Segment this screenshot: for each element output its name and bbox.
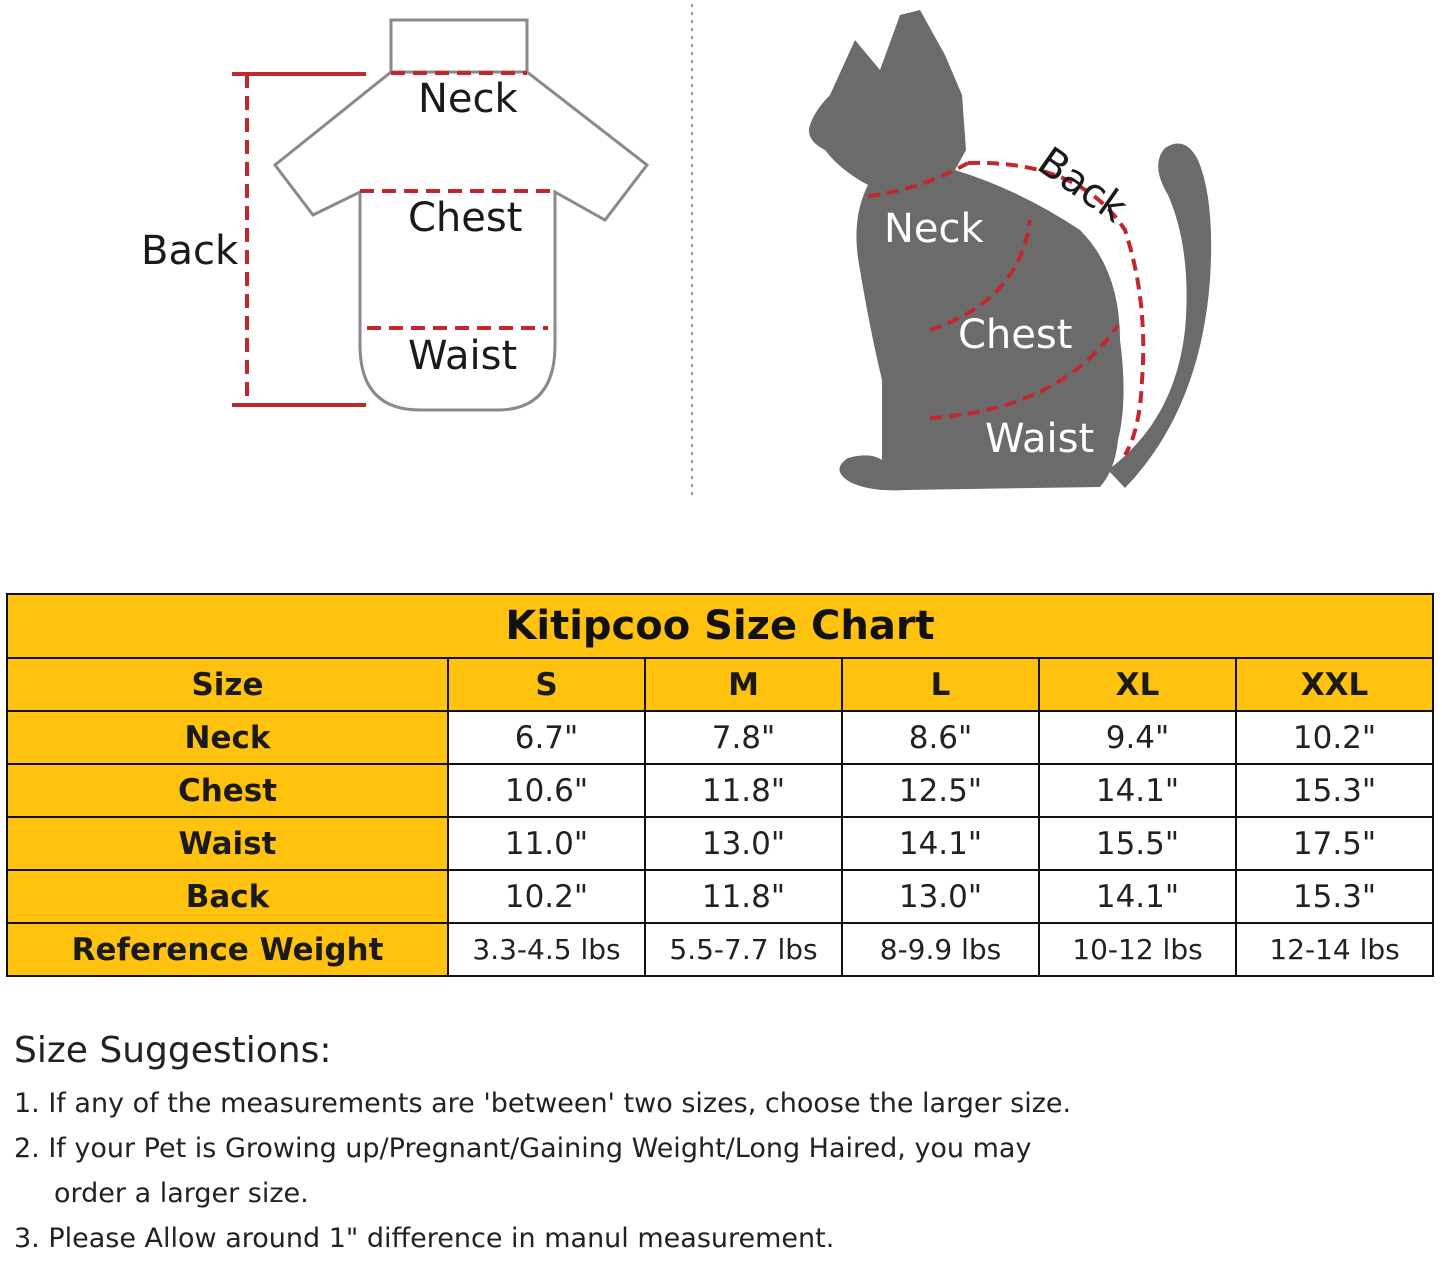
- suggestion-2-continued: order a larger size.: [54, 1178, 309, 1209]
- table-row-waist: [7, 817, 1433, 870]
- table-cell: 17.5": [1236, 817, 1433, 870]
- size-suggestions: [14, 1030, 1414, 1261]
- table-title: Kitipcoo Size Chart: [7, 594, 1433, 658]
- header-size: Size: [7, 658, 448, 711]
- table-cell: 11.8": [645, 764, 842, 817]
- table-cell: 3.3-4.5 lbs: [448, 923, 645, 976]
- table-cell: 12.5": [842, 764, 1039, 817]
- shirt-neck-label: Neck: [418, 76, 518, 122]
- table-cell: 8-9.9 lbs: [842, 923, 1039, 976]
- table-cell: 7.8": [645, 711, 842, 764]
- table-cell: 6.7": [448, 711, 645, 764]
- table-row-weight: [7, 923, 1433, 976]
- shirt-collar: [391, 20, 527, 72]
- table-cell: 15.5": [1039, 817, 1236, 870]
- suggestion-3: 3. Please Allow around 1" difference in manul measurement.: [14, 1223, 835, 1254]
- suggestion-1: 1. If any of the measurements are 'between' two sizes, choose the larger size.: [14, 1088, 1072, 1119]
- table-cell: 14.1": [1039, 764, 1236, 817]
- suggestions-title: Size Suggestions:: [14, 1030, 332, 1071]
- row-label: Chest: [7, 764, 448, 817]
- cat-chest-label: Chest: [958, 312, 1073, 358]
- diagram-svg: [0, 0, 1442, 500]
- shirt-chest-label: Chest: [408, 195, 523, 241]
- suggestion-2: 2. If your Pet is Growing up/Pregnant/Gaining Weight/Long Haired, you may: [14, 1133, 1032, 1164]
- table-cell: 13.0": [842, 870, 1039, 923]
- cat-waist-label: Waist: [985, 416, 1095, 462]
- measurement-diagram: [0, 0, 1442, 500]
- table-cell: 14.1": [842, 817, 1039, 870]
- table-cell: 12-14 lbs: [1236, 923, 1433, 976]
- cat-back-label: Back: [1029, 138, 1136, 232]
- row-label: Back: [7, 870, 448, 923]
- table-cell: 9.4": [1039, 711, 1236, 764]
- table-cell: 15.3": [1236, 870, 1433, 923]
- table-cell: 11.0": [448, 817, 645, 870]
- cat-neck-label: Neck: [884, 206, 984, 252]
- header-xl: XL: [1039, 658, 1236, 711]
- shirt-waist-label: Waist: [408, 333, 518, 379]
- table-cell: 11.8": [645, 870, 842, 923]
- table-cell: 13.0": [645, 817, 842, 870]
- row-label: Reference Weight: [7, 923, 448, 976]
- table-cell: 5.5-7.7 lbs: [645, 923, 842, 976]
- table-row-back: [7, 870, 1433, 923]
- size-chart-table: [6, 593, 1434, 977]
- table-header-row: [7, 658, 1433, 711]
- table-row-chest: [7, 764, 1433, 817]
- row-label: Neck: [7, 711, 448, 764]
- table-cell: 10-12 lbs: [1039, 923, 1236, 976]
- table-title-row: [7, 594, 1433, 658]
- header-l: L: [842, 658, 1039, 711]
- shirt-back-label: Back: [141, 228, 239, 274]
- table-cell: 15.3": [1236, 764, 1433, 817]
- header-s: S: [448, 658, 645, 711]
- table-cell: 14.1": [1039, 870, 1236, 923]
- table-cell: 10.2": [448, 870, 645, 923]
- table-cell: 10.6": [448, 764, 645, 817]
- table-cell: 8.6": [842, 711, 1039, 764]
- row-label: Waist: [7, 817, 448, 870]
- table-row-neck: [7, 711, 1433, 764]
- header-m: M: [645, 658, 842, 711]
- header-xxl: XXL: [1236, 658, 1433, 711]
- table-cell: 10.2": [1236, 711, 1433, 764]
